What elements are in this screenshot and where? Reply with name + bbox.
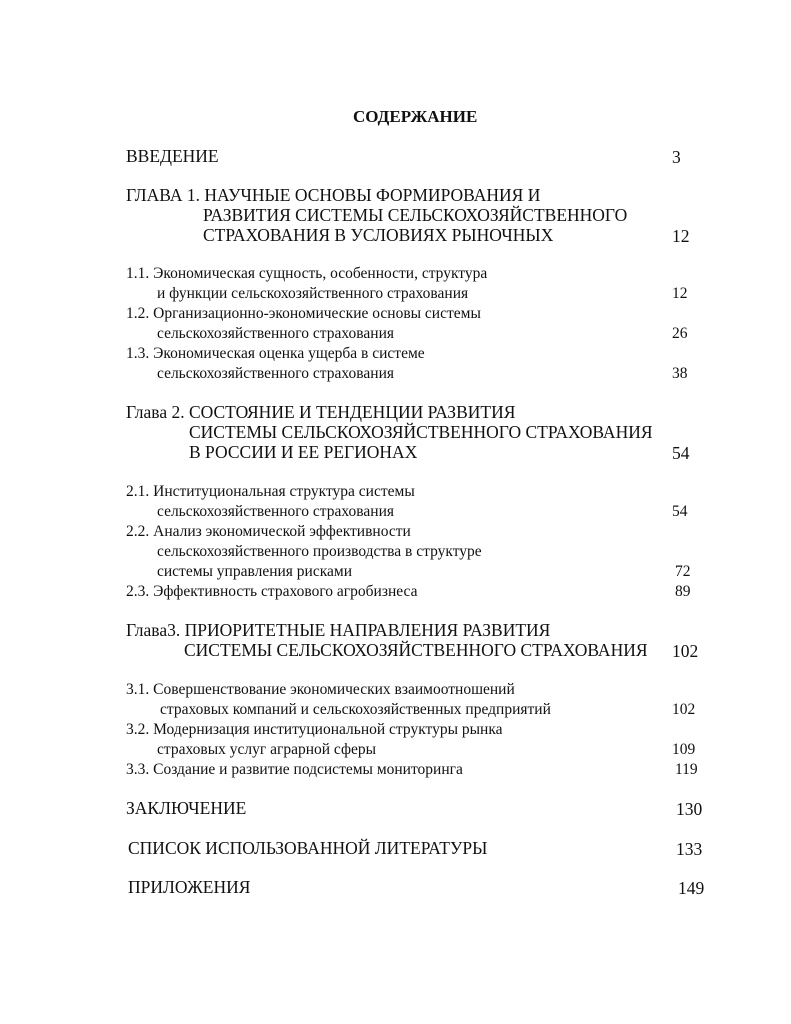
toc-appendix-label: ПРИЛОЖЕНИЯ [128,877,251,897]
toc-intro-label: ВВЕДЕНИЕ [126,146,219,166]
toc-references-label: СПИСОК ИСПОЛЬЗОВАННОЙ ЛИТЕРАТУРЫ [128,838,488,858]
section-3-1-line-2: страховых компаний и сельскохозяйственных предприятий [160,701,551,718]
section-3-2-line-1: 3.2. Модернизация институциональной структуры рынка [126,721,503,738]
chapter-2-heading-line-1: Глава 2. СОСТОЯНИЕ И ТЕНДЕНЦИИ РАЗВИТИЯ [126,402,516,422]
section-2-2-line-2: сельскохозяйственного производства в структуре [157,543,482,560]
section-3-1-line-1: 3.1. Совершенствование экономических взаимоотношений [126,681,515,698]
section-2-3-page: 89 [675,583,691,600]
chapter-3-heading-line-1: Глава3. ПРИОРИТЕТНЫЕ НАПРАВЛЕНИЯ РАЗВИТИЯ [126,620,551,640]
section-2-2-page: 72 [675,563,691,580]
section-3-3-page: 119 [675,761,698,778]
section-2-1-line-2: сельскохозяйственного страхования [157,503,394,520]
section-3-1-page: 102 [672,701,696,718]
section-1-3-page: 38 [672,365,688,382]
toc-conclusion-page: 130 [676,799,703,819]
section-2-2-line-1: 2.2. Анализ экономической эффективности [126,523,411,540]
chapter-2-heading-line-3: В РОССИИ И ЕЕ РЕГИОНАХ [189,442,418,462]
toc-conclusion-label: ЗАКЛЮЧЕНИЕ [126,798,247,818]
toc-references-page: 133 [676,839,703,859]
section-1-1-page: 12 [672,285,688,302]
chapter-1-heading-line-2: РАЗВИТИЯ СИСТЕМЫ СЕЛЬСКОХОЗЯЙСТВЕННОГО [203,205,628,225]
section-2-1-page: 54 [672,503,688,520]
section-3-3-line-1: 3.3. Создание и развитие подсистемы мониторинга [126,761,463,778]
section-2-3-line-1: 2.3. Эффективность страхового агробизнеса [126,583,418,600]
chapter-3-page: 102 [672,641,699,661]
section-1-2-line-2: сельскохозяйственного страхования [157,325,394,342]
chapter-2-page: 54 [672,443,690,463]
section-2-2-line-3: системы управления рисками [157,563,353,580]
section-1-1-line-2: и функции сельскохозяйственного страхования [157,285,469,302]
chapter-3-heading-line-2: СИСТЕМЫ СЕЛЬСКОХОЗЯЙСТВЕННОГО СТРАХОВАНИЯ [184,640,648,660]
chapter-1-heading-line-3: СТРАХОВАНИЯ В УСЛОВИЯХ РЫНОЧНЫХ [203,225,554,245]
section-3-2-line-2: страховых услуг аграрной сферы [157,741,377,758]
section-1-1-line-1: 1.1. Экономическая сущность, особенности, структура [126,265,488,282]
chapter-1-page: 12 [672,226,690,246]
toc-appendix-page: 149 [678,878,705,898]
section-1-3-line-2: сельскохозяйственного страхования [157,365,394,382]
chapter-2-heading-line-2: СИСТЕМЫ СЕЛЬСКОХОЗЯЙСТВЕННОГО СТРАХОВАНИЯ [189,422,653,442]
section-3-2-page: 109 [672,741,696,758]
chapter-1-heading-line-1: ГЛАВА 1. НАУЧНЫЕ ОСНОВЫ ФОРМИРОВАНИЯ И [126,185,541,205]
section-2-1-line-1: 2.1. Институциональная структура системы [126,483,415,500]
toc-intro-page: 3 [672,147,681,167]
section-1-2-page: 26 [672,325,688,342]
section-1-2-line-1: 1.2. Организационно-экономические основы системы [126,305,481,322]
section-1-3-line-1: 1.3. Экономическая оценка ущерба в системе [126,345,425,362]
page-title: СОДЕРЖАНИЕ [353,107,478,126]
